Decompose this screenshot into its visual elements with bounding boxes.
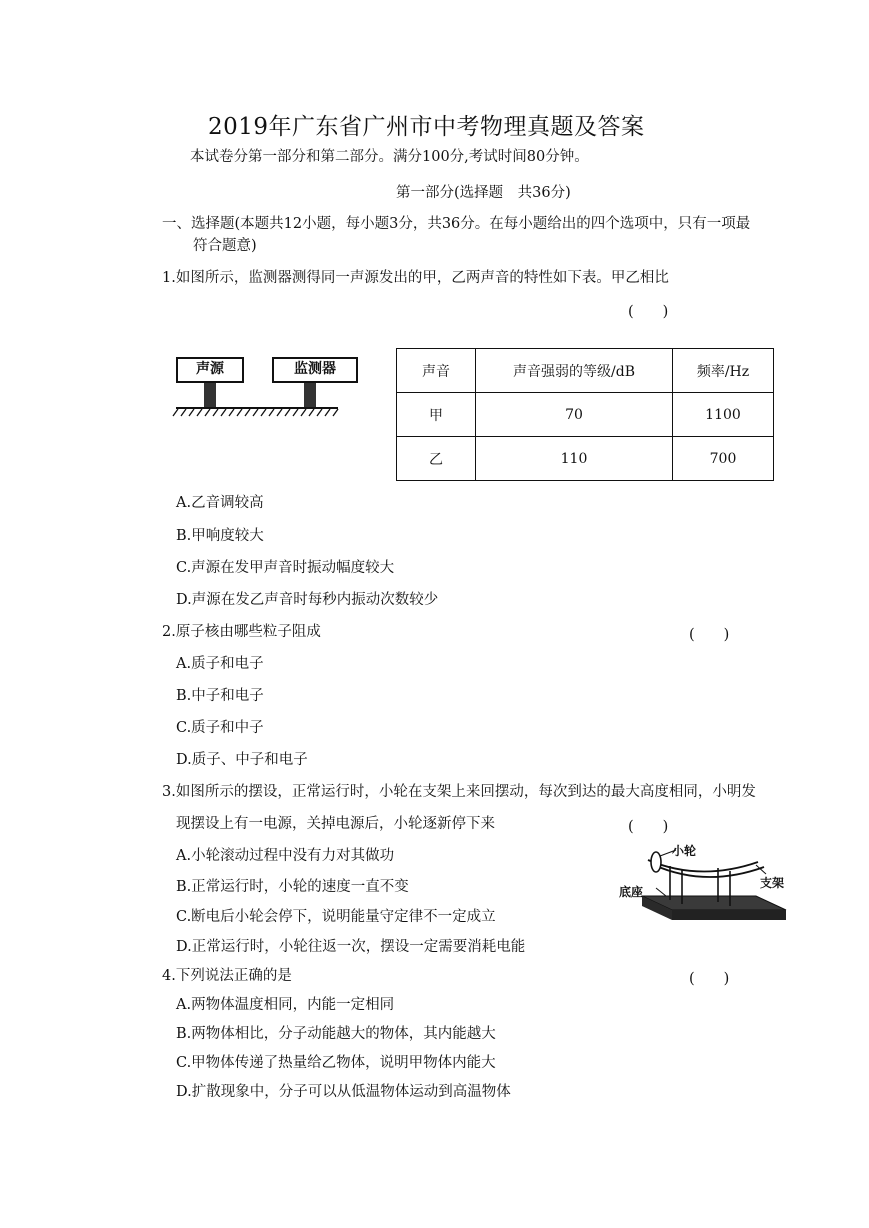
q4-stem: 4.下列说法正确的是 bbox=[162, 968, 292, 984]
sound-source-label: 声源 bbox=[176, 357, 244, 383]
page-title: 2019年广东省广州市中考物理真题及答案 bbox=[208, 114, 645, 140]
table-header-cell: 声音 bbox=[397, 349, 476, 393]
table-row bbox=[397, 393, 774, 437]
q3-stem-line1: 3.如图所示的摆设，正常运行时，小轮在支架上来回摆动，每次到达的最大高度相同，小明发 bbox=[162, 784, 756, 800]
table-cell: 1100 bbox=[673, 393, 774, 437]
q2-option-d: D.质子、中子和电子 bbox=[176, 752, 308, 768]
exam-intro: 本试卷分第一部分和第二部分。满分100分,考试时间80分钟。 bbox=[190, 149, 589, 165]
table-cell: 甲 bbox=[397, 393, 476, 437]
q4-option-c: C.甲物体传递了热量给乙物体，说明甲物体内能大 bbox=[176, 1055, 496, 1071]
base-label: 底座 bbox=[619, 885, 644, 899]
table-header-cell: 声音强弱的等级/dB bbox=[476, 349, 673, 393]
q3-answer-paren: ( ) bbox=[628, 819, 669, 835]
q2-option-a: A.质子和电子 bbox=[176, 656, 264, 672]
q1-option-b: B.甲响度较大 bbox=[176, 528, 264, 544]
q3-stem-line2: 现摆设上有一电源，关掉电源后，小轮逐新停下来 bbox=[176, 816, 495, 832]
part1-heading: 第一部分(选择题 共36分) bbox=[396, 185, 571, 201]
q2-option-c: C.质子和中子 bbox=[176, 720, 264, 736]
q2-answer-paren: ( ) bbox=[689, 627, 730, 643]
section-instructions-line2: 符合题意) bbox=[193, 238, 257, 254]
table-cell: 700 bbox=[673, 437, 774, 481]
q3-option-c: C.断电后小轮会停下，说明能量守定律不一定成立 bbox=[176, 909, 496, 925]
q2-stem: 2.原子核由哪些粒子阻成 bbox=[162, 624, 321, 640]
q3-option-b: B.正常运行时，小轮的速度一直不变 bbox=[176, 879, 409, 895]
q1-option-c: C.声源在发甲声音时振动幅度较大 bbox=[176, 560, 395, 576]
sound-characteristics-table bbox=[396, 348, 774, 481]
stand-label: 支架 bbox=[760, 876, 785, 890]
q1-answer-paren: ( ) bbox=[628, 304, 669, 320]
q3-option-a: A.小轮滚动过程中没有力对其做功 bbox=[176, 848, 395, 864]
q2-option-b: B.中子和电子 bbox=[176, 688, 264, 704]
q4-answer-paren: ( ) bbox=[689, 971, 730, 987]
wheel-label: 小轮 bbox=[672, 844, 697, 858]
table-header-cell: 频率/Hz bbox=[673, 349, 774, 393]
table-cell: 70 bbox=[476, 393, 673, 437]
table-cell: 乙 bbox=[397, 437, 476, 481]
q4-option-d: D.扩散现象中，分子可以从低温物体运动到高温物体 bbox=[176, 1084, 511, 1100]
q1-option-a: A.乙音调较高 bbox=[176, 495, 264, 511]
q3-option-d: D.正常运行时，小轮往返一次，摆设一定需要消耗电能 bbox=[176, 939, 526, 955]
table-row bbox=[397, 437, 774, 481]
table-header-row bbox=[397, 349, 774, 393]
table-cell: 110 bbox=[476, 437, 673, 481]
q4-option-b: B.两物体相比，分子动能越大的物体，其内能越大 bbox=[176, 1026, 496, 1042]
q1-option-d: D.声源在发乙声音时每秒内振动次数较少 bbox=[176, 592, 439, 608]
section-instructions-line1: 一、选择题(本题共12小题，每小题3分，共36分。在每小题给出的四个选项中，只有一项最 bbox=[162, 216, 751, 232]
monitor-label: 监测器 bbox=[272, 357, 358, 383]
q4-option-a: A.两物体温度相同，内能一定相同 bbox=[176, 997, 395, 1013]
q1-stem: 1.如图所示，监测器测得同一声源发出的甲，乙两声音的特性如下表。甲乙相比 bbox=[162, 270, 669, 286]
